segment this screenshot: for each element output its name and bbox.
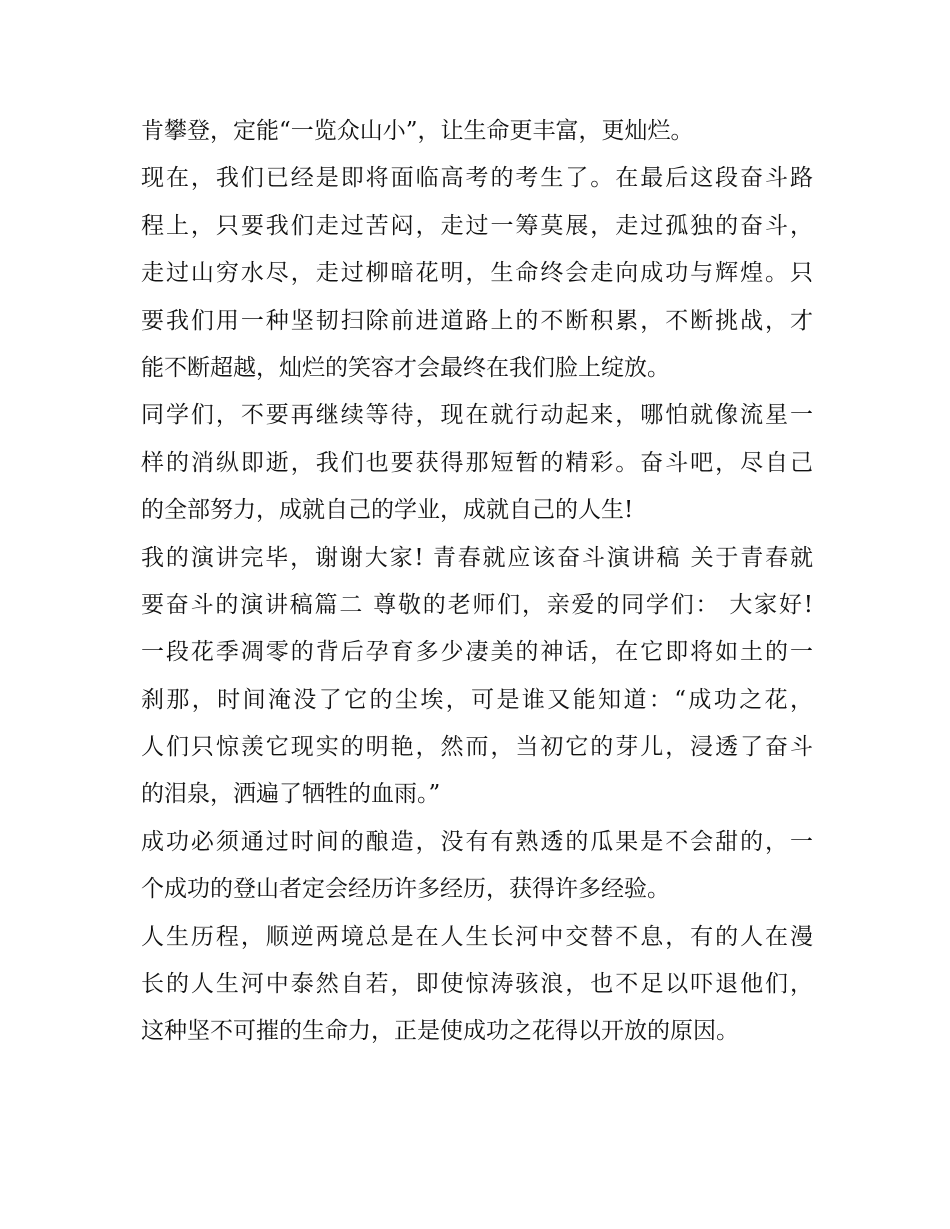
text-line: 成功必须通过时间的酿造，没有有熟透的瓜果是不会甜的，一 (141, 828, 813, 855)
text-line: 程上，只要我们走过苦闷，走过一筹莫展，走过孤独的奋斗， (141, 212, 813, 239)
text-line: 一段花季凋零的背后孕育多少凄美的神话，在它即将如土的一 (141, 639, 813, 666)
text-line: 人生历程，顺逆两境总是在人生长河中交替不息，有的人在漫 (141, 923, 813, 950)
text-line: 现在，我们已经是即将面临高考的考生了。在最后这段奋斗路 (141, 165, 813, 192)
text-line: 样的消纵即逝，我们也要获得那短暂的精彩。奋斗吧，尽自己 (141, 449, 813, 476)
text-line: 的泪泉，洒遍了牺牲的血雨。” (141, 781, 441, 808)
text-line: 要我们用一种坚韧扫除前进道路上的不断积累，不断挑战，才 (141, 307, 813, 334)
text-line: 个成功的登山者定会经历许多经历，获得许多经验。 (141, 876, 670, 903)
text-line: 这种坚不可摧的生命力，正是使成功之花得以开放的原因。 (141, 1018, 739, 1045)
text-line: 人们只惊羡它现实的明艳，然而，当初它的芽儿，浸透了奋斗 (141, 734, 813, 761)
text-line: 我的演讲完毕，谢谢大家! 青春就应该奋斗演讲稿 关于青春就 (141, 544, 813, 571)
text-line: 同学们，不要再继续等待，现在就行动起来，哪怕就像流星一 (141, 402, 813, 429)
text-line: 肯攀登，定能“一览众山小”，让生命更丰富，更灿烂。 (141, 118, 694, 144)
document-body-text (141, 108, 813, 1056)
text-line: 能不断超越，灿烂的笑容才会最终在我们脸上绽放。 (141, 354, 670, 381)
text-line: 刹那，时间淹没了它的尘埃，可是谁又能知道：“成功之花， (141, 686, 813, 713)
text-line: 的全部努力，成就自己的学业，成就自己的人生! (141, 497, 634, 524)
text-line: 走过山穷水尽，走过柳暗花明，生命终会走向成功与辉煌。只 (141, 260, 813, 287)
text-line: 要奋斗的演讲稿篇二 尊敬的老师们，亲爱的同学们： 大家好! (141, 591, 813, 618)
text-line: 长的人生河中泰然自若，即使惊涛骇浪，也不足以吓退他们， (141, 971, 813, 998)
